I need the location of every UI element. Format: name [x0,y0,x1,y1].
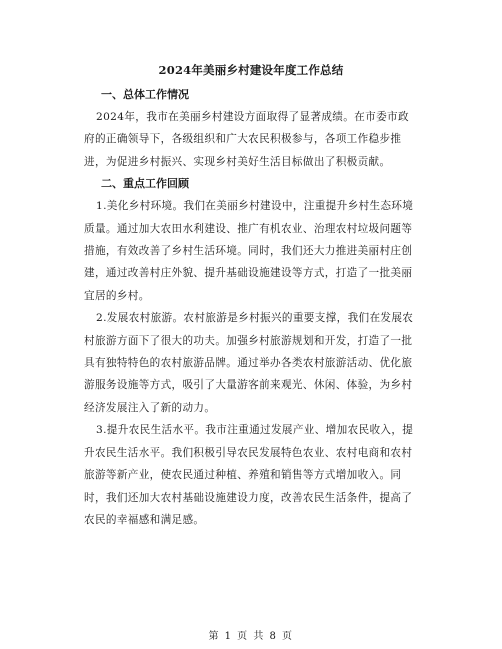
page-number-footer: 第 1 页 共 8 页 [208,631,294,642]
paragraph [84,195,430,307]
paragraph [84,307,430,419]
paragraph [84,106,430,173]
paragraph-line: 旅游等新产业，使农民通过种植、养殖和销售等方式增加收入。同 [84,469,402,482]
paragraph-line: 2.发展农村旅游。农村旅游是乡村振兴的重要支撑，我们在发展农 [96,312,414,325]
paragraph-line: 经济发展注入了新的动力。 [84,401,216,414]
paragraph-line: 3.提升农民生活水平。我市注重通过发展产业、增加农民收入，提 [96,424,414,437]
paragraph-line: 时，我们还加大农村基础设施建设力度，改善农民生活条件，提高了 [84,491,413,504]
paragraph-line: 措施，有效改善了乡村生活环境。同时，我们还大力推进美丽村庄创 [84,245,413,258]
paragraph-line: 2024年，我市在美丽乡村建设方面取得了显著成绩。在市委市政 [96,111,409,123]
section-heading: 二、重点工作回顾 [101,177,189,191]
section-key-work [84,173,430,531]
paragraph [84,419,430,531]
paragraph-line: 府的正确领导下，各级组织和广大农民积极参与，各项工作稳步推 [84,133,402,146]
paragraph-line: 农民的幸福感和满足感。 [84,513,205,526]
document-title: 2024年美丽乡村建设年度工作总结 [158,63,344,77]
paragraph-line: 质量。通过加大农田水利建设、推广有机农业、治理农村垃圾问题等 [84,222,413,235]
paragraph-line: 1.美化乡村环境。我们在美丽乡村建设中，注重提升乡村生态环境 [96,200,414,213]
paragraph-line: 具有独特特色的农村旅游品牌。通过举办各类农村旅游活动、优化旅 [84,357,413,370]
section-heading: 一、总体工作情况 [101,88,189,101]
section-overall [84,84,430,173]
document-body [84,84,430,531]
paragraph-line: 村旅游方面下了很大的功夫。加强乡村旅游规划和开发，打造了一批 [84,334,413,347]
paragraph-line: 游服务设施等方式，吸引了大量游客前来观光、休闲、体验，为乡村 [84,379,413,392]
paragraph-line: 宜居的乡村。 [84,289,150,302]
paragraph-line: 升农民生活水平。我们积极引导农民发展特色农业、农村电商和农村 [84,446,413,459]
paragraph-line: 进，为促进乡村振兴、实现乡村美好生活目标做出了积极贡献。 [84,155,391,168]
paragraph-line: 建，通过改善村庄外貌、提升基础设施建设等方式，打造了一批美丽 [84,267,413,280]
